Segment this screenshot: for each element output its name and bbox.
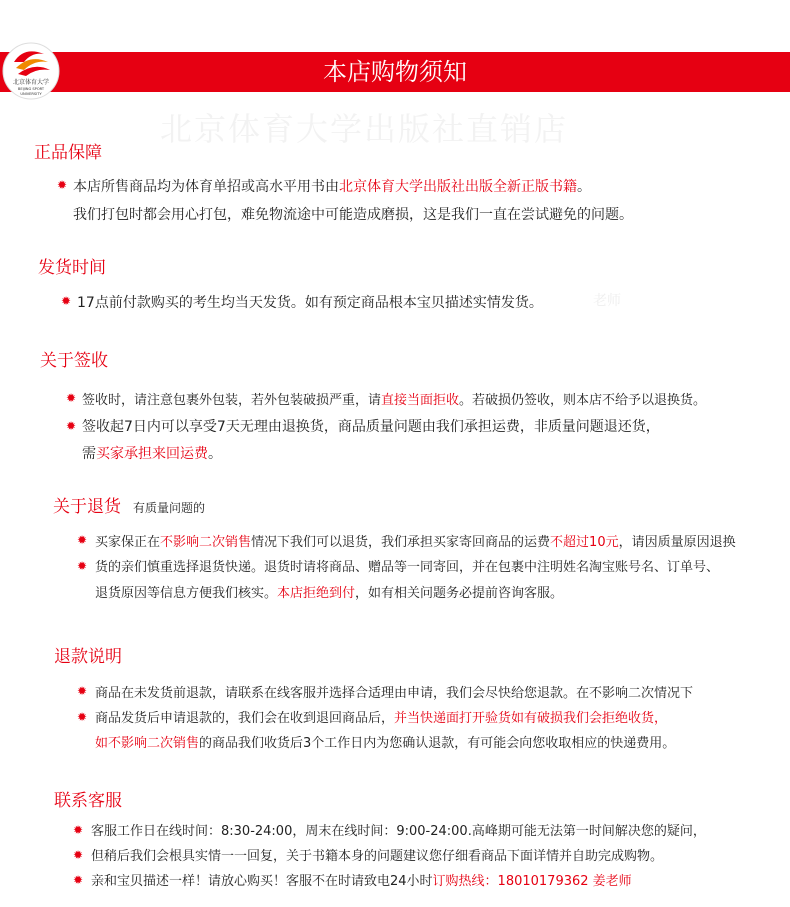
section-title-returns: 关于退货 有质量问题的 <box>53 497 206 517</box>
section-title-receipt: 关于签收 <box>40 351 108 371</box>
genuine-line-1: 本店所售商品均为体育单招或高水平用书由北京体育大学出版社出版全新正版书籍。 <box>73 179 591 195</box>
section-title-refund: 退款说明 <box>54 647 122 667</box>
bullet-star-icon: ✹ <box>73 823 84 837</box>
bullet-star-icon: ✹ <box>73 848 84 862</box>
logo-org-text: 北京体育大学 <box>12 79 50 86</box>
bullet-star-icon: ✹ <box>66 391 77 405</box>
bullet-star-icon: ✹ <box>57 178 68 192</box>
university-logo <box>2 40 60 102</box>
returns-note: 有质量问题的 <box>133 501 206 515</box>
receipt-line-1: 签收时，请注意包裹外包装，若外包装破损严重，请直接当面拒收。若破损仍签收，则本店不给予以退换货。 <box>82 393 707 408</box>
receipt-line-3: 需买家承担来回运费。 <box>82 446 222 462</box>
receipt-line-2: 签收起7日内可以享受7天无理由退换货，商品质量问题由我们承担运费，非质量问题退还货， <box>82 419 660 435</box>
service-line-2: 但稍后我们会根具实情一一回复，关于书籍本身的问题建议您仔细看商品下面详情并自助完成购物。 <box>91 849 664 864</box>
section-title-shipping: 发货时间 <box>38 258 106 278</box>
section-title-service: 联系客服 <box>54 791 122 811</box>
page-title: 本店购物须知 <box>323 58 467 86</box>
order-hotline: 订购热线：18010179362 姜老师 <box>432 874 632 889</box>
logo-en-line2: UNIVERSITY <box>20 92 42 96</box>
logo-en-line1: BEIJING SPORT <box>17 87 45 91</box>
shipping-line-1: 17点前付款购买的考生均当天发货。如有预定商品根本宝贝描述实情发货。 <box>77 295 543 311</box>
bullet-star-icon: ✹ <box>73 873 84 887</box>
returns-line-3: 退货原因等信息方便我们核实。本店拒绝到付，如有相关问题务必提前咨询客服。 <box>95 586 564 601</box>
bullet-star-icon: ✹ <box>61 294 72 308</box>
section-title-genuine: 正品保障 <box>34 143 102 163</box>
refund-line-3: 如不影响二次销售的商品我们收货后3个工作日内为您确认退款，有可能会向您收取相应的快递费用。 <box>95 736 676 751</box>
refund-line-1: 商品在未发货前退款，请联系在线客服并选择合适理由申请，我们会尽快给您退款。在不影响二次情况下 <box>95 686 694 701</box>
returns-line-1: 买家保正在不影响二次销售情况下我们可以退货，我们承担买家寄回商品的运费不超过10元，请因质量原因退换 <box>95 535 736 550</box>
returns-line-2: 货的亲们慎重选择退货快递。退货时请将商品、赠品等一同寄回，并在包裹中注明姓名淘宝账号名、订单号、 <box>95 560 720 575</box>
watermark-text: 北京体育大学出版社直销店 <box>160 110 569 148</box>
watermark-small: 老师 <box>593 293 621 309</box>
bullet-star-icon: ✹ <box>77 559 88 573</box>
service-line-3: 亲和宝贝描述一样！请放心购买！客服不在时请致电24小时订购热线：18010179362 姜老师 <box>91 874 632 889</box>
genuine-line-2: 我们打包时都会用心打包，难免物流途中可能造成磨损，这是我们一直在尝试避免的问题。 <box>73 207 633 223</box>
bullet-star-icon: ✹ <box>77 533 88 547</box>
bullet-star-icon: ✹ <box>77 684 88 698</box>
bullet-star-icon: ✹ <box>77 710 88 724</box>
bullet-star-icon: ✹ <box>66 419 77 433</box>
refund-line-2: 商品发货后申请退款的，我们会在收到退回商品后，并当快递面打开验货如有破损我们会拒绝收货， <box>95 711 668 726</box>
service-line-1: 客服工作日在线时间：8:30-24:00，周末在线时间：9:00-24:00.高峰期可能无法第一时间解决您的疑问， <box>91 824 706 839</box>
